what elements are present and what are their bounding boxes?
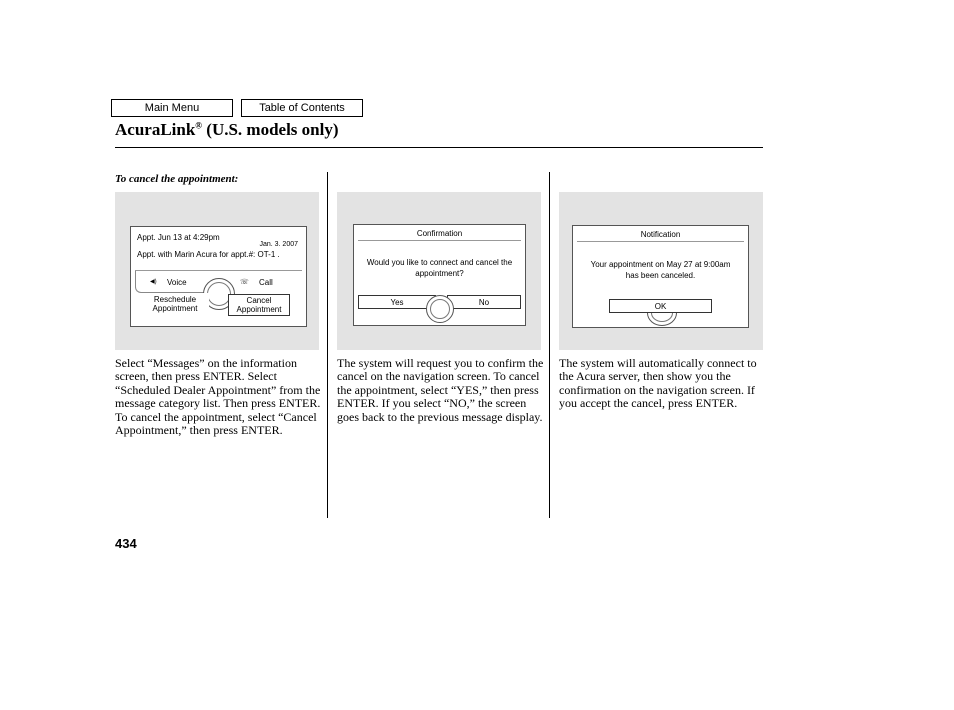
screen-figure-confirmation (337, 192, 541, 350)
title-text: AcuraLink (115, 120, 196, 139)
message-date: Jan. 3. 2007 (259, 241, 298, 248)
ok-button[interactable]: OK (609, 299, 712, 313)
notification-screen (572, 225, 749, 328)
section-subheading: To cancel the appointment: (115, 173, 239, 185)
notification-message: Your appointment on May 27 at 9:00am has been canceled. (590, 260, 731, 280)
selector-knob (426, 295, 454, 323)
cancel-appointment-button[interactable]: Cancel Appointment (228, 294, 290, 316)
title-suffix: (U.S. models only) (202, 120, 339, 139)
appointment-line: Appt. Jun 13 at 4:29pm (137, 233, 220, 242)
call-label: Call (259, 278, 273, 287)
instruction-text-col1: Select “Messages” on the information screen, then press ENTER. Select “Scheduled Dealer Appointment” from the message category list. Then press ENTER. To cancel the appointment, select “Cancel Appointment,” then press ENTER. (115, 356, 321, 438)
voice-label: Voice (167, 278, 187, 287)
no-button[interactable]: No (447, 295, 521, 309)
title-divider (358, 240, 521, 241)
title-divider (577, 241, 744, 242)
column-divider-2 (549, 172, 550, 518)
speaker-icon: ◀) (150, 279, 157, 285)
table-of-contents-button[interactable]: Table of Contents (241, 99, 363, 117)
header-rule (115, 147, 763, 148)
reschedule-appointment-button[interactable]: Reschedule Appointment (141, 293, 209, 315)
confirmation-message: Would you like to connect and cancel the appointment? (366, 258, 513, 278)
yes-button[interactable]: Yes (358, 295, 436, 309)
screen-figure-notification (559, 192, 763, 350)
phone-icon: ☏ (240, 279, 249, 286)
column-divider-1 (327, 172, 328, 518)
confirmation-screen (353, 224, 526, 326)
instruction-text-col3: The system will automatically connect to the Acura server, then show you the confirmation on the navigation screen. If you accept the cancel, press ENTER. (559, 356, 757, 411)
instruction-text-col2: The system will request you to confirm the cancel on the navigation screen. To cancel the appointment, select “YES,” then press ENTER. If you select “NO,” the screen goes back to the previous message display. (337, 356, 544, 424)
main-menu-button[interactable]: Main Menu (111, 99, 233, 117)
screen-figure-messages (115, 192, 319, 350)
registered-mark: ® (195, 120, 203, 131)
notification-title: Notification (640, 230, 681, 239)
page-number: 434 (115, 536, 137, 551)
page-title (115, 120, 339, 140)
confirmation-title: Confirmation (416, 229, 463, 238)
message-screen (130, 226, 307, 327)
appointment-detail: Appt. with Marin Acura for appt.#: OT-1 . (137, 250, 280, 259)
